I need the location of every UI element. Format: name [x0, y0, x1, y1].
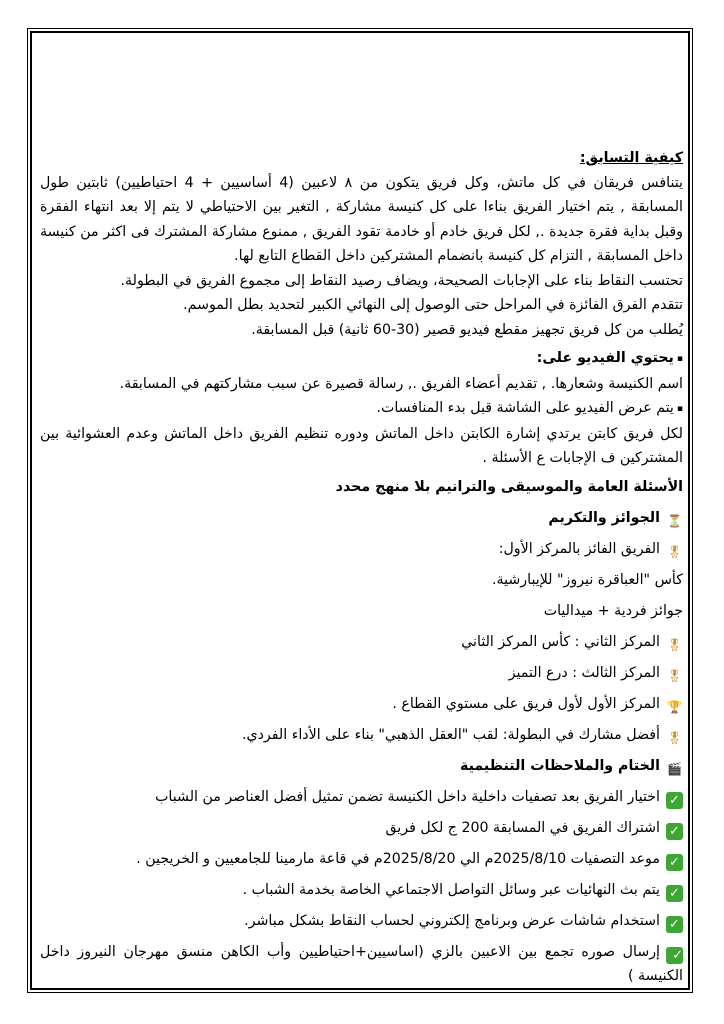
check-mark-button-icon: ✓ — [666, 854, 683, 871]
closing-item — [40, 816, 683, 841]
square-bullet-icon: ▪ — [676, 404, 683, 414]
video-heading — [40, 346, 683, 372]
closing-item-text: اختيار الفريق بعد تصفيات داخلية داخل الكنيسة تضمن تمثيل أفضل العناصر من الشباب — [155, 788, 660, 805]
prize-first-sector-text: المركز الأول لأول فريق على مستوي القطاع . — [392, 695, 660, 712]
prize-third-text: المركز الثالث : درع التميز — [508, 664, 660, 681]
prize-cup: كأس "العباقرة نيروز" للإيبارشية. — [492, 571, 683, 588]
prizes-heading-text: الجوائز والتكريم — [548, 509, 660, 526]
advance-line: تتقدم الفرق الفائزة في المراحل حتى الوصول إلى النهائي الكبير لتحديد بطل الموسم. — [183, 297, 683, 313]
prize-first-sector — [40, 692, 683, 717]
medal-icon: 🎖 — [666, 544, 683, 559]
video-display-text: يتم عرض الفيديو على الشاشة قبل بدء المنافسات. — [376, 400, 674, 416]
closing-item-text: يتم بث النهائيات عبر وسائل التواصل الاجتماعي الخاصة بخدمة الشباب . — [242, 881, 660, 898]
closing-item-text: موعد التصفيات 2025/8/10م الي 2025/8/20م في قاعة مارمينا للجامعيين و الخريجين . — [136, 850, 660, 867]
prize-first-place — [40, 537, 683, 562]
prizes-heading — [40, 506, 683, 531]
closing-item — [40, 909, 683, 934]
closing-item — [40, 940, 683, 989]
check-mark-button-icon: ✓ — [666, 916, 683, 933]
medal-icon: 🎖 — [666, 668, 683, 683]
closing-item-text: اشتراك الفريق في المسابقة 200 ج لكل فريق — [385, 819, 660, 836]
medal-icon: 🎖 — [666, 730, 683, 745]
questions-heading: الأسئلة العامة والموسيقى والترانيم بلا منهج محدد — [335, 478, 683, 495]
prize-first-place-text: الفريق الفائز بالمركز الأول: — [498, 540, 660, 557]
medal-icon: 🎖 — [666, 637, 683, 652]
check-mark-button-icon: ✓ — [666, 885, 683, 902]
closing-item-text: إرسال صوره تجمع بين الاعبين بالزي (اساسيين+احتياطيين وأب الكاهن منسق مهرجان النيروز داخل الكنيسة ) — [40, 943, 683, 984]
clapper-board-icon: 🎬 — [667, 761, 682, 776]
video-contents-line: اسم الكنيسة وشعارها. , تقديم أعضاء الفريق ., رسالة قصيرة عن سبب مشاركتهم في المسابقة. — [119, 375, 683, 392]
closing-item — [40, 847, 683, 872]
captain-paragraph: لكل فريق كابتن يرتدي إشارة الكابتن داخل الماتش ودوره تنظيم الفريق داخل الماتش وعدم العشوائية بين المشتركين ف الإجابات ع الأسئلة . — [40, 425, 683, 466]
prize-second-text: المركز الثاني : كأس المركز الثاني — [461, 633, 660, 650]
closing-item — [40, 878, 683, 903]
document-body — [40, 146, 683, 989]
prize-best-player — [40, 723, 683, 748]
rules-paragraph: يتنافس فريقان في كل ماتش، وكل فريق يتكون من ٨ لاعبين (4 أساسيين + 4 احتياطيين) ثابتين طول المسابقة , يتم اختيار الفريق بناءا على كل كنيسة مشاركة , التغير بين الاحتياطي لا يتم إلا بعد انتهاء الفقرة وقبل بداية فقرة جديدة ., لكل فريق خادم أو خادمة تقود الفريق , ممنوع مشاركة المشترك فى اكثر من كنيسة داخل المسابقة , التزام كل كنيسة بانضمام المشتركين داخل القطاع التابع لها. — [40, 174, 683, 264]
closing-heading-text: الختام والملاحظات التنظيمية — [459, 757, 660, 774]
video-display-line — [40, 396, 683, 422]
points-line: تحتسب النقاط بناء على الإجابات الصحيحة، ويضاف رصيد النقاط إلى مجموع الفريق في البطولة. — [120, 272, 683, 289]
check-mark-button-icon: ✓ — [666, 823, 683, 840]
hourglass-trophy-icon: ⏳ — [667, 513, 682, 528]
prize-best-player-text: أفضل مشارك في البطولة: لقب "العقل الذهبي" بناء على الأداء الفردي. — [241, 726, 660, 743]
closing-heading — [40, 754, 683, 779]
prize-third — [40, 661, 683, 686]
check-mark-button-icon: ✓ — [666, 792, 683, 809]
closing-item — [40, 785, 683, 810]
check-mark-button-icon: ✓ — [666, 947, 683, 964]
video-heading-text: يحتوي الفيديو على: — [536, 350, 674, 366]
closing-item-text: استخدام شاشات عرض وبرنامج إلكتروني لحساب النقاط بشكل مباشر. — [244, 912, 660, 929]
prize-second — [40, 630, 683, 655]
trophy-icon: 🏆 — [667, 699, 682, 714]
video-request-line: يُطلب من كل فريق تجهيز مقطع فيديو قصير (30-60 ثانية) قبل المسابقة. — [251, 321, 683, 338]
section-heading-how-to-compete: كيفية التسابق: — [579, 150, 683, 166]
prize-individual: جوائز فردية + ميداليات — [543, 602, 683, 619]
square-bullet-icon: ▪ — [676, 354, 683, 364]
